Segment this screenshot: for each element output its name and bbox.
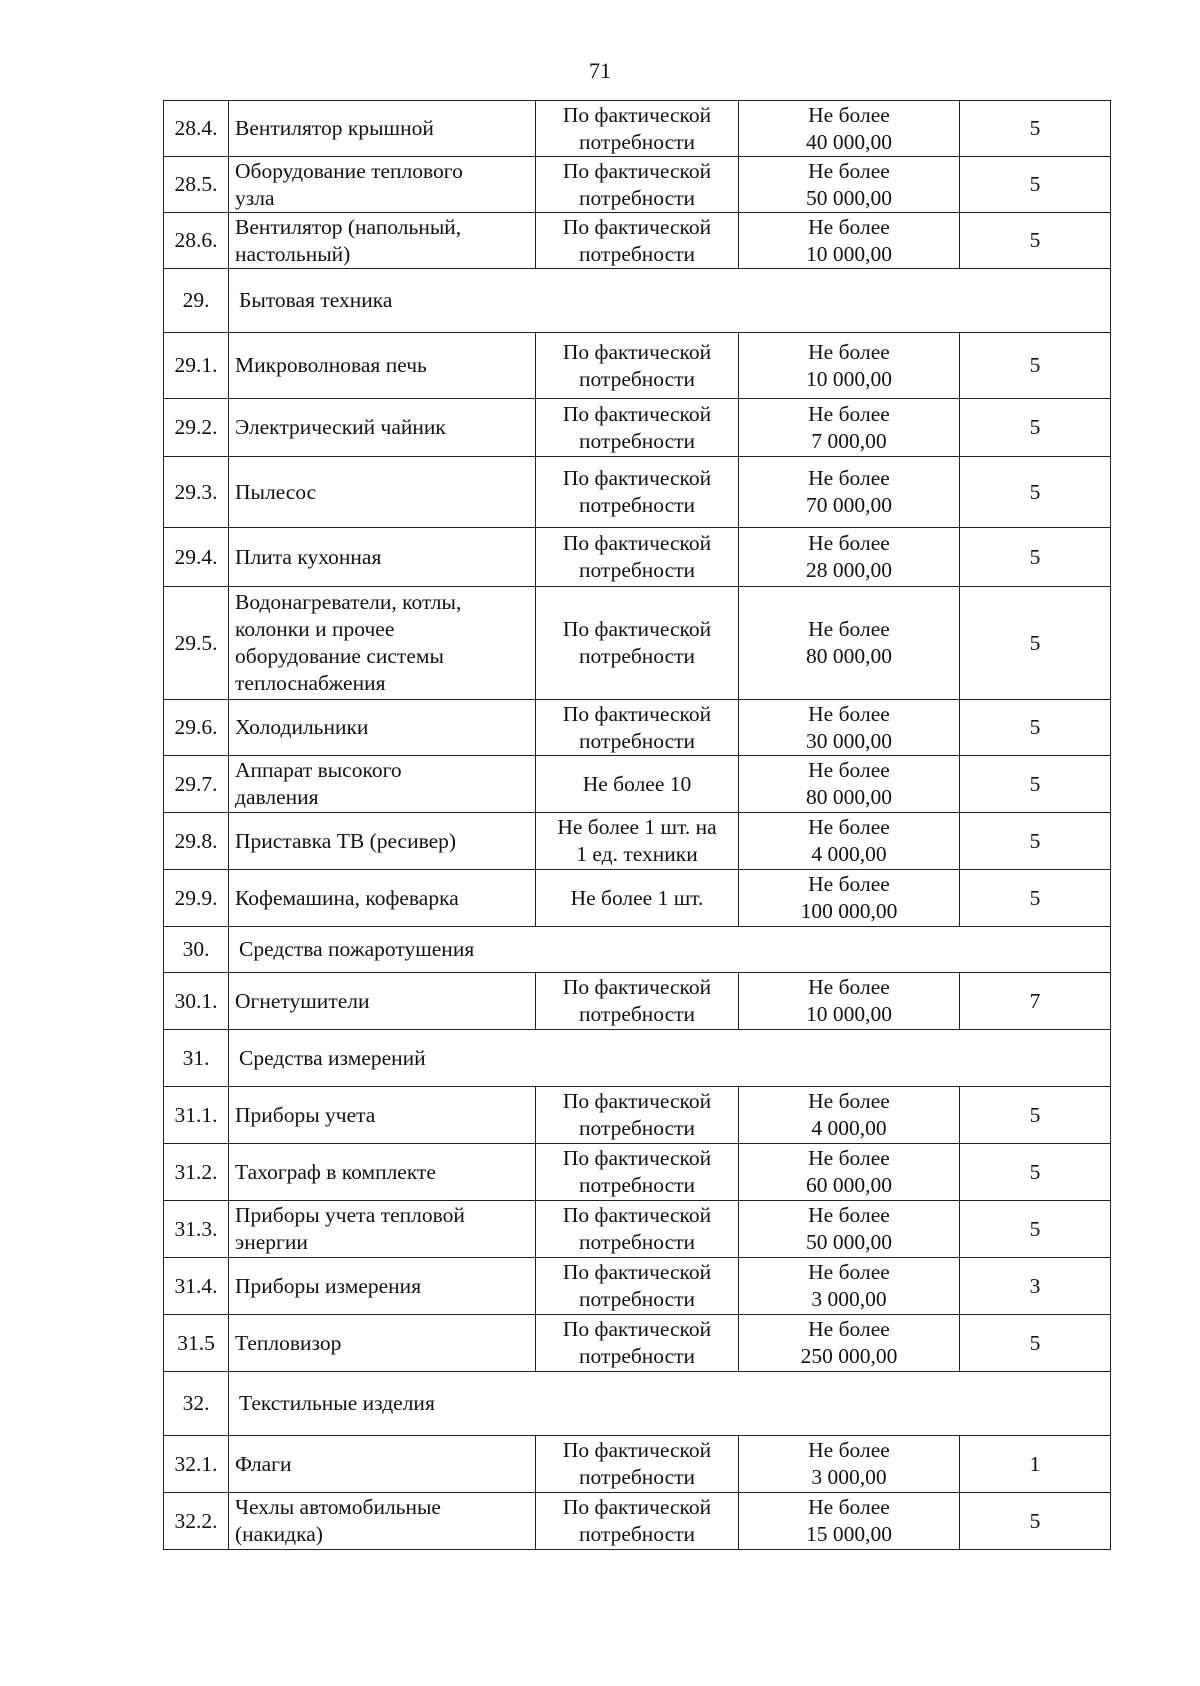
quantity-norm — [536, 399, 739, 457]
category-name — [229, 1030, 1111, 1087]
item-name-line: Огнетушители — [235, 988, 370, 1013]
quantity-norm-line: потребности — [578, 366, 696, 391]
item-name-line: теплоснабжения — [235, 671, 386, 695]
row-number: 31.5 — [164, 1315, 229, 1372]
category-name-line: Бытовая техника — [239, 288, 393, 312]
table-row — [164, 1144, 1111, 1201]
row-number: 29.5. — [164, 587, 229, 700]
quantity-norm — [536, 587, 739, 700]
price-limit-line: 4 000,00 — [811, 1116, 887, 1140]
quantity-norm-line: потребности — [578, 1344, 696, 1368]
item-name-line: оборудование системы — [235, 644, 444, 668]
item-name-line: Приборы измерения — [235, 1273, 422, 1298]
price-limit-line: 10 000,00 — [806, 241, 892, 266]
table-row — [164, 333, 1111, 399]
item-name — [229, 756, 536, 813]
quantity-norm-line: потребности — [578, 428, 696, 453]
price-limit — [739, 756, 960, 813]
row-number: 29.4. — [164, 528, 229, 587]
quantity-norm-line: По фактической — [562, 617, 712, 641]
item-name — [229, 1201, 536, 1258]
row-number: 30.1. — [164, 973, 229, 1030]
quantity-norm-line: потребности — [578, 1116, 696, 1140]
item-name-line: Пылесос — [235, 479, 317, 504]
service-life: 5 — [960, 457, 1111, 528]
row-number: 29.3. — [164, 457, 229, 528]
service-life: 5 — [960, 213, 1111, 269]
price-limit-line: 70 000,00 — [806, 493, 892, 517]
quantity-norm — [536, 700, 739, 756]
service-life: 5 — [960, 813, 1111, 870]
row-number: 28.4. — [164, 101, 229, 157]
item-name-line: настольный) — [235, 241, 351, 266]
quantity-norm — [536, 528, 739, 587]
price-limit — [739, 587, 960, 700]
table-row — [164, 528, 1111, 587]
quantity-norm-line: По фактической — [562, 1146, 712, 1170]
quantity-norm-line: По фактической — [562, 1495, 712, 1519]
quantity-norm-line: 1 ед. техники — [576, 842, 698, 866]
price-limit — [739, 813, 960, 870]
table-row — [164, 1315, 1111, 1372]
item-name-line: (накидка) — [235, 1522, 323, 1546]
price-limit-line: Не более — [808, 102, 890, 127]
quantity-norm-line: По фактической — [562, 701, 712, 726]
quantity-norm-line: потребности — [578, 1465, 696, 1489]
price-limit-line: Не более — [808, 531, 890, 555]
table-row — [164, 1258, 1111, 1315]
service-life: 5 — [960, 587, 1111, 700]
category-row — [164, 927, 1111, 973]
price-limit-line: Не более — [808, 401, 890, 426]
row-number: 29.9. — [164, 870, 229, 927]
quantity-norm-line: По фактической — [562, 1260, 712, 1284]
price-limit-line: Не более — [808, 1146, 890, 1170]
price-limit — [739, 700, 960, 756]
quantity-norm-line: потребности — [578, 1173, 696, 1197]
row-number: 29. — [164, 269, 229, 333]
item-name — [229, 587, 536, 700]
quantity-norm-line: потребности — [578, 558, 696, 582]
item-name-line: энергии — [235, 1230, 308, 1254]
price-limit-line: 40 000,00 — [806, 129, 892, 154]
price-limit-line: Не более — [808, 1438, 890, 1462]
quantity-norm-line: По фактической — [562, 401, 712, 426]
table-row — [164, 1087, 1111, 1144]
item-name — [229, 870, 536, 927]
item-name-line: Чехлы автомобильные — [235, 1495, 441, 1519]
price-limit — [739, 157, 960, 213]
item-name-line: Приборы учета тепловой — [235, 1203, 465, 1227]
category-row — [164, 1372, 1111, 1436]
item-name — [229, 213, 536, 269]
price-limit-line: 10 000,00 — [806, 366, 892, 391]
item-name-line: Водонагреватели, котлы, — [235, 590, 462, 614]
quantity-norm — [536, 101, 739, 157]
row-number: 28.6. — [164, 213, 229, 269]
category-name — [229, 927, 1111, 973]
service-life: 5 — [960, 399, 1111, 457]
service-life: 5 — [960, 528, 1111, 587]
price-limit-line: 7 000,00 — [811, 428, 887, 453]
category-row — [164, 269, 1111, 333]
price-limit-line: Не более — [808, 701, 890, 726]
row-number: 29.8. — [164, 813, 229, 870]
service-life: 5 — [960, 870, 1111, 927]
quantity-norm-line: По фактической — [562, 102, 712, 127]
quantity-norm-line: По фактической — [562, 214, 712, 239]
service-life: 5 — [960, 157, 1111, 213]
item-name — [229, 528, 536, 587]
service-life: 5 — [960, 1087, 1111, 1144]
quantity-norm-line: По фактической — [562, 1438, 712, 1462]
quantity-norm — [536, 870, 739, 927]
item-name-line: Вентилятор (напольный, — [235, 214, 462, 239]
price-limit — [739, 1436, 960, 1493]
quantity-norm-line: Не более 1 шт. на — [557, 815, 717, 839]
price-limit — [739, 870, 960, 927]
quantity-norm — [536, 157, 739, 213]
service-life: 5 — [960, 700, 1111, 756]
table-body — [164, 101, 1111, 1550]
quantity-norm — [536, 1087, 739, 1144]
service-life: 5 — [960, 1201, 1111, 1258]
quantity-norm-line: потребности — [578, 493, 696, 517]
item-name-line: Холодильники — [235, 715, 369, 739]
service-life: 3 — [960, 1258, 1111, 1315]
item-name — [229, 457, 536, 528]
service-life: 5 — [960, 1315, 1111, 1372]
quantity-norm-line: По фактической — [562, 158, 712, 183]
row-number: 31.2. — [164, 1144, 229, 1201]
table-row — [164, 587, 1111, 700]
quantity-norm — [536, 973, 739, 1030]
service-life: 5 — [960, 333, 1111, 399]
price-limit — [739, 399, 960, 457]
item-name-line: Приставка ТВ (ресивер) — [235, 828, 457, 853]
price-limit-line: 15 000,00 — [806, 1522, 892, 1546]
quantity-norm — [536, 1493, 739, 1550]
item-name-line: Приборы учета — [235, 1102, 376, 1127]
category-name — [229, 1372, 1111, 1436]
quantity-norm-line: потребности — [578, 241, 696, 266]
item-name-line: Тепловизор — [235, 1330, 342, 1355]
item-name — [229, 1087, 536, 1144]
service-life: 7 — [960, 973, 1111, 1030]
quantity-norm — [536, 756, 739, 813]
quantity-norm-line: потребности — [578, 1287, 696, 1311]
category-name-line: Средства пожаротушения — [239, 937, 475, 961]
table-row — [164, 1436, 1111, 1493]
quantity-norm-line: потребности — [578, 1230, 696, 1254]
row-number: 31.1. — [164, 1087, 229, 1144]
item-name-line: узла — [235, 185, 275, 210]
quantity-norm — [536, 213, 739, 269]
item-name — [229, 973, 536, 1030]
price-limit-line: 50 000,00 — [806, 185, 892, 210]
item-name — [229, 1144, 536, 1201]
price-limit-line: 80 000,00 — [806, 644, 892, 668]
item-name — [229, 1315, 536, 1372]
quantity-norm-line: потребности — [578, 1002, 696, 1026]
category-name-line: Текстильные изделия — [239, 1391, 435, 1415]
price-limit — [739, 973, 960, 1030]
price-limit-line: 50 000,00 — [806, 1230, 892, 1254]
service-life: 5 — [960, 101, 1111, 157]
item-name-line: Электрический чайник — [235, 415, 446, 439]
quantity-norm — [536, 1258, 739, 1315]
item-name — [229, 101, 536, 157]
quantity-norm-line: потребности — [578, 185, 696, 210]
price-limit — [739, 1087, 960, 1144]
category-name-line: Средства измерений — [239, 1045, 426, 1070]
service-life: 5 — [960, 756, 1111, 813]
row-number: 29.1. — [164, 333, 229, 399]
service-life: 1 — [960, 1436, 1111, 1493]
price-limit-line: Не более — [808, 1317, 890, 1341]
table-row — [164, 813, 1111, 870]
quantity-norm — [536, 457, 739, 528]
price-limit — [739, 528, 960, 587]
price-limit — [739, 1315, 960, 1372]
quantity-norm-line: Не более 10 — [582, 771, 692, 796]
item-name-line: Вентилятор крышной — [235, 116, 434, 140]
quantity-norm — [536, 333, 739, 399]
item-name — [229, 1258, 536, 1315]
quantity-norm — [536, 1436, 739, 1493]
category-row — [164, 1030, 1111, 1087]
row-number: 30. — [164, 927, 229, 973]
quantity-norm — [536, 1315, 739, 1372]
table-row — [164, 213, 1111, 269]
row-number: 32. — [164, 1372, 229, 1436]
table-row — [164, 973, 1111, 1030]
table-row — [164, 870, 1111, 927]
price-limit-line: Не более — [808, 214, 890, 239]
price-limit — [739, 1258, 960, 1315]
price-limit — [739, 457, 960, 528]
item-name — [229, 399, 536, 457]
table-row — [164, 157, 1111, 213]
quantity-norm-line: потребности — [578, 1522, 696, 1546]
quantity-norm — [536, 813, 739, 870]
table-row — [164, 399, 1111, 457]
row-number: 31. — [164, 1030, 229, 1087]
price-limit-line: 10 000,00 — [806, 1002, 892, 1026]
item-name-line: Флаги — [235, 1451, 292, 1476]
table-row — [164, 700, 1111, 756]
row-number: 29.2. — [164, 399, 229, 457]
price-limit-line: Не более — [808, 339, 890, 364]
service-life: 5 — [960, 1493, 1111, 1550]
table-row — [164, 457, 1111, 528]
price-limit-line: 80 000,00 — [806, 785, 892, 809]
item-name — [229, 333, 536, 399]
quantity-norm-line: По фактической — [562, 1089, 712, 1113]
quantity-norm — [536, 1144, 739, 1201]
quantity-norm-line: потребности — [578, 728, 696, 753]
item-name-line: Тахограф в комплекте — [235, 1159, 436, 1184]
service-life: 5 — [960, 1144, 1111, 1201]
item-name-line: Оборудование теплового — [235, 158, 463, 183]
price-limit-line: Не более — [808, 1203, 890, 1227]
quantity-norm-line: По фактической — [562, 1317, 712, 1341]
row-number: 29.6. — [164, 700, 229, 756]
row-number: 29.7. — [164, 756, 229, 813]
quantity-norm-line: По фактической — [562, 975, 712, 999]
price-limit-line: 30 000,00 — [806, 728, 892, 753]
table-row — [164, 1201, 1111, 1258]
item-name — [229, 1436, 536, 1493]
quantity-norm-line: потребности — [578, 129, 696, 154]
price-limit — [739, 213, 960, 269]
price-limit-line: Не более — [808, 158, 890, 183]
price-limit — [739, 1144, 960, 1201]
price-limit-line: 100 000,00 — [800, 899, 898, 923]
item-name-line: колонки и прочее — [235, 617, 395, 641]
row-number: 31.4. — [164, 1258, 229, 1315]
price-limit-line: 28 000,00 — [806, 558, 892, 582]
row-number: 32.2. — [164, 1493, 229, 1550]
item-name — [229, 700, 536, 756]
procurement-norms-table — [163, 100, 1111, 1550]
category-name — [229, 269, 1111, 333]
price-limit-line: 250 000,00 — [800, 1344, 898, 1368]
quantity-norm-line: Не более 1 шт. — [570, 885, 704, 910]
row-number: 28.5. — [164, 157, 229, 213]
quantity-norm-line: По фактической — [562, 1203, 712, 1227]
price-limit — [739, 1493, 960, 1550]
price-limit — [739, 1201, 960, 1258]
row-number: 31.3. — [164, 1201, 229, 1258]
price-limit-line: Не более — [808, 1089, 890, 1113]
price-limit-line: Не более — [808, 1495, 890, 1519]
item-name-line: Кофемашина, кофеварка — [235, 885, 459, 910]
price-limit-line: Не более — [808, 617, 890, 641]
price-limit-line: Не более — [808, 758, 890, 782]
page-number: 71 — [589, 58, 611, 83]
table-row — [164, 101, 1111, 157]
price-limit-line: Не более — [808, 1260, 890, 1284]
price-limit-line: 60 000,00 — [806, 1173, 892, 1197]
item-name — [229, 157, 536, 213]
quantity-norm — [536, 1201, 739, 1258]
price-limit-line: Не более — [808, 975, 890, 999]
item-name-line: Микроволновая печь — [235, 353, 427, 377]
item-name — [229, 1493, 536, 1550]
quantity-norm-line: потребности — [578, 644, 696, 668]
price-limit — [739, 333, 960, 399]
quantity-norm-line: По фактической — [562, 531, 712, 555]
item-name-line: Аппарат высокого — [235, 758, 402, 782]
item-name-line: Плита кухонная — [235, 544, 382, 569]
price-limit-line: 4 000,00 — [811, 842, 887, 866]
item-name — [229, 813, 536, 870]
table-row — [164, 756, 1111, 813]
price-limit-line: 3 000,00 — [811, 1287, 887, 1311]
table-row — [164, 1493, 1111, 1550]
price-limit — [739, 101, 960, 157]
item-name-line: давления — [235, 785, 319, 809]
price-limit-line: 3 000,00 — [811, 1465, 887, 1489]
quantity-norm-line: По фактической — [562, 339, 712, 364]
row-number: 32.1. — [164, 1436, 229, 1493]
price-limit-line: Не более — [808, 815, 890, 839]
quantity-norm-line: По фактической — [562, 466, 712, 490]
price-limit-line: Не более — [808, 466, 890, 490]
price-limit-line: Не более — [808, 872, 890, 896]
